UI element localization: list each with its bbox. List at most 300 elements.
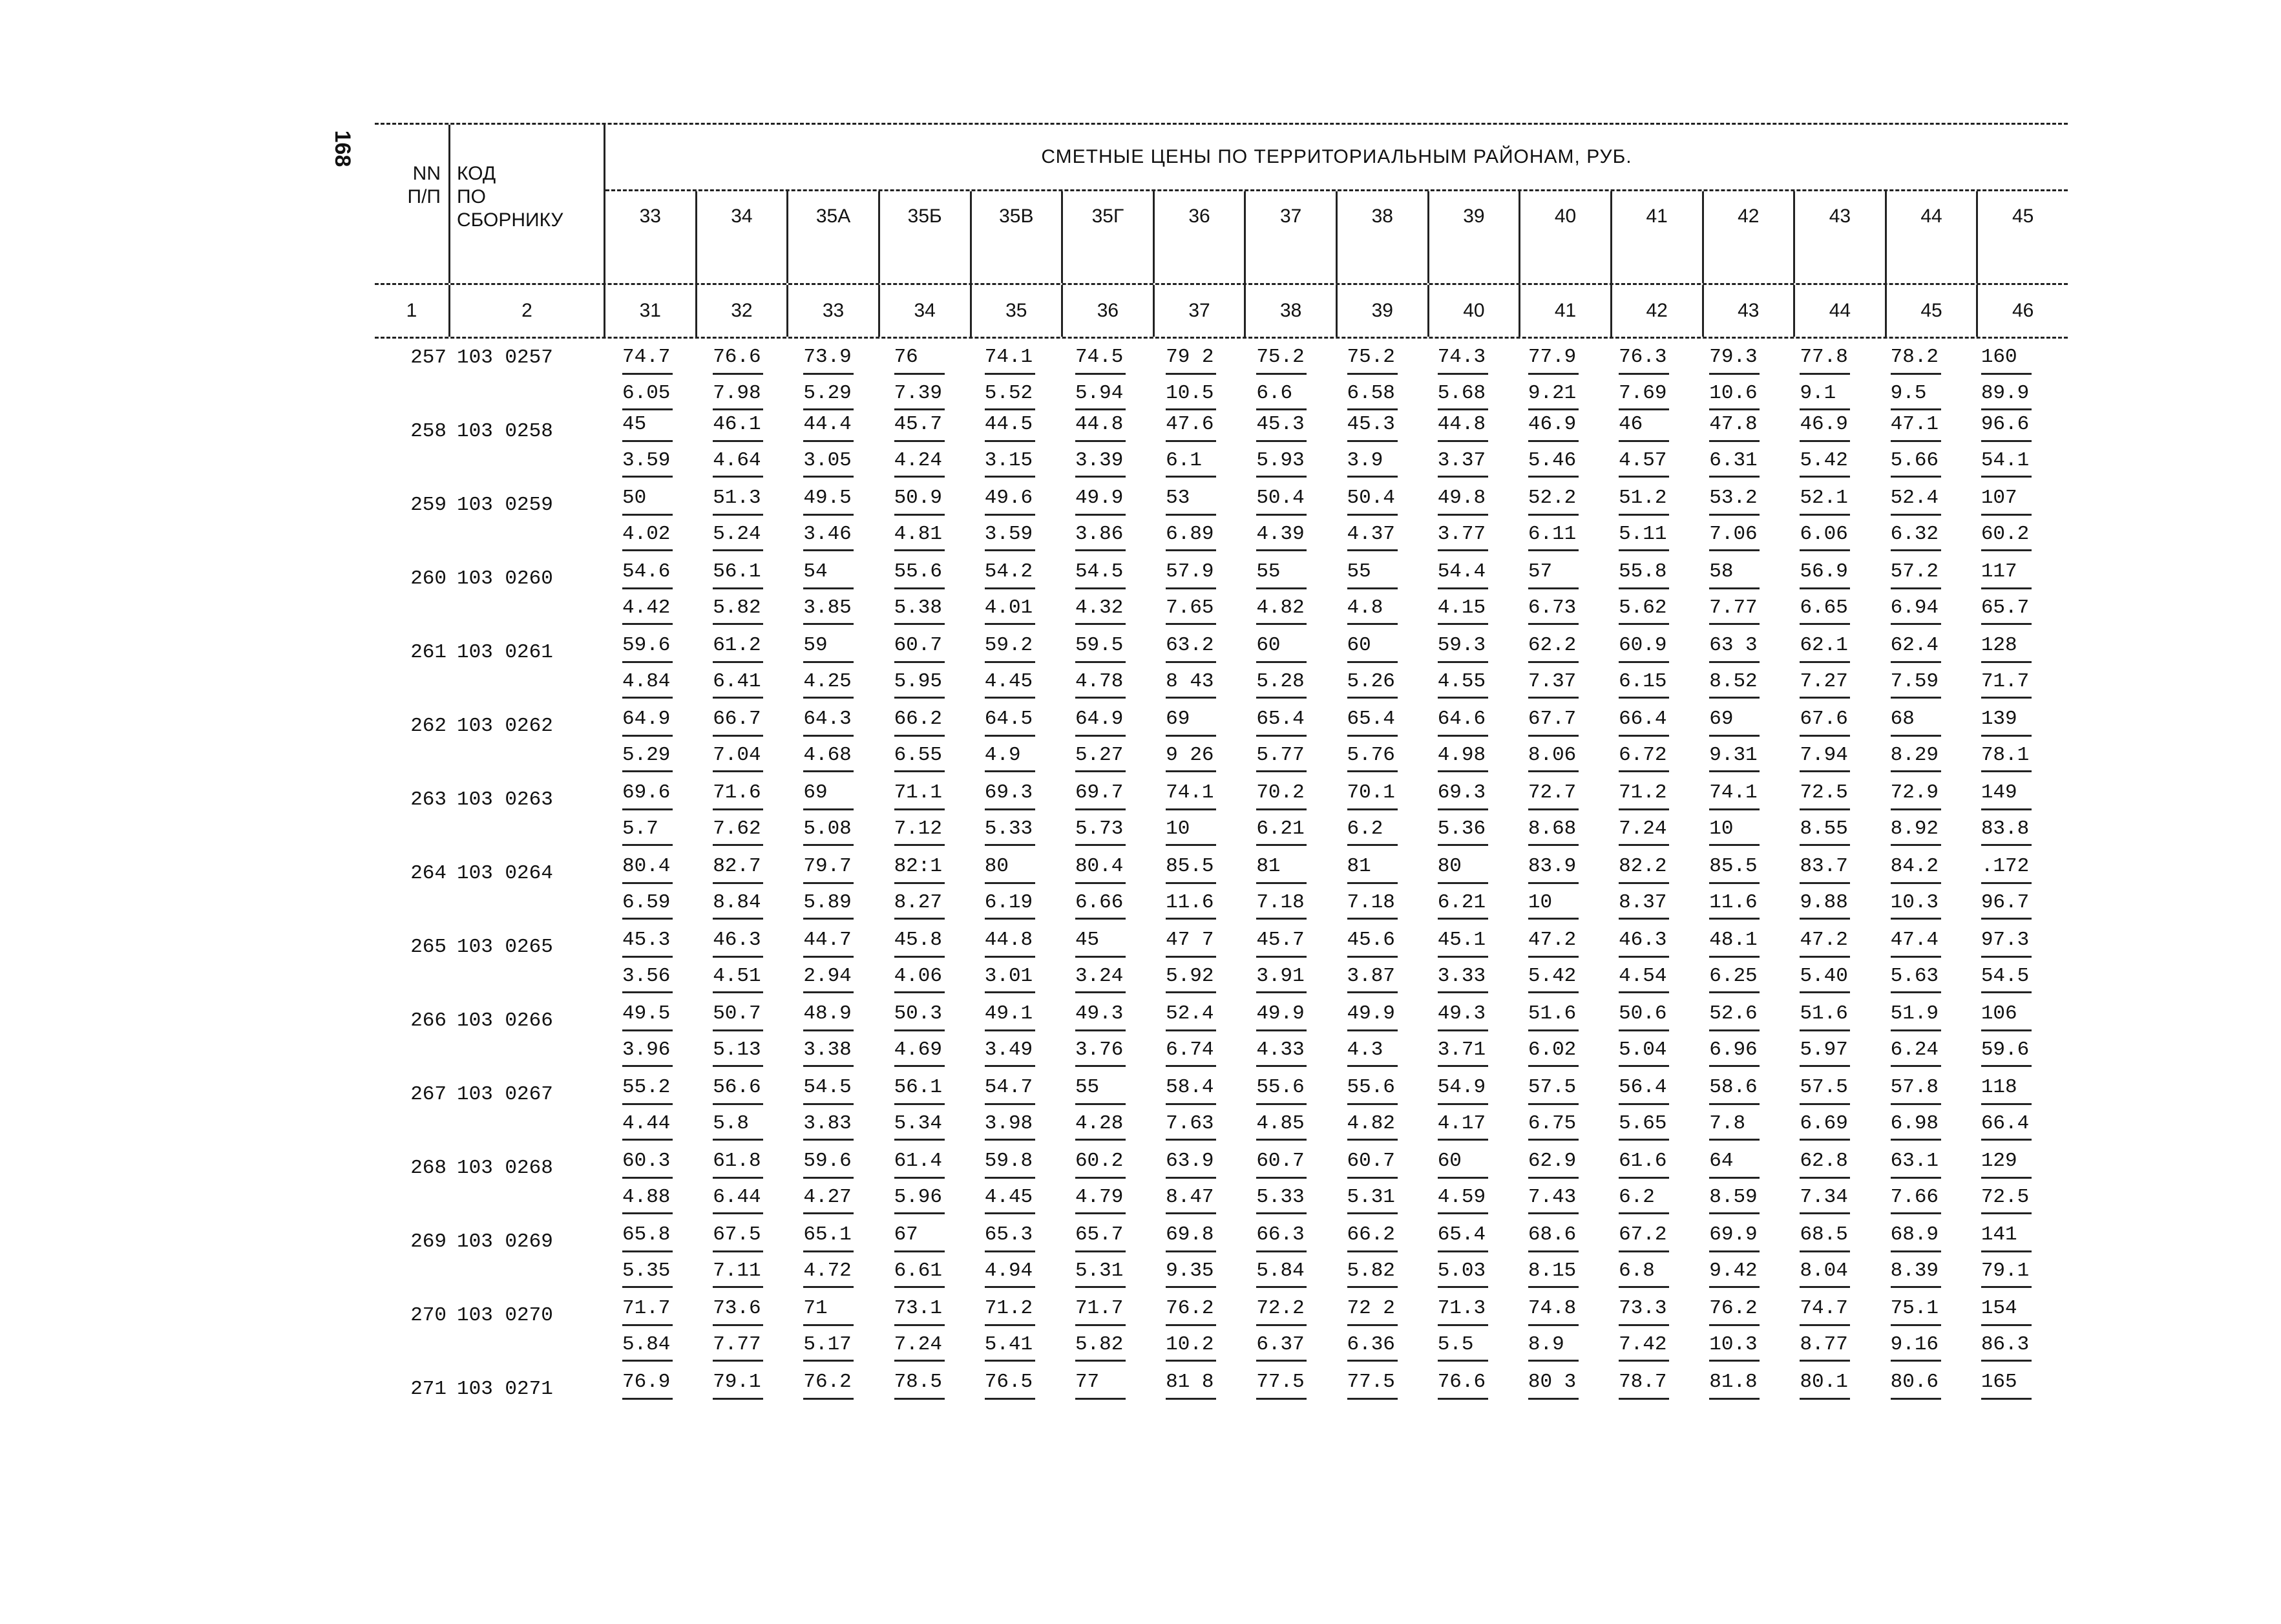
price-cell [1252, 1223, 1343, 1296]
price-value: 48.1 [1709, 929, 1758, 951]
fraction-dash [1709, 1065, 1760, 1067]
price-cell [1977, 1149, 2068, 1223]
fraction-dash [1256, 514, 1307, 516]
fraction-dash [1166, 882, 1216, 884]
fraction-dash [1709, 1286, 1760, 1288]
row-values [605, 560, 2068, 633]
fraction-dash [1528, 918, 1579, 920]
fraction-dash [1075, 808, 1126, 810]
fraction-dash [1891, 882, 1941, 884]
fraction-dash [622, 991, 673, 993]
fraction-dash [1891, 1212, 1941, 1214]
row-code: 103 0269 [457, 1230, 553, 1253]
fraction-dash [985, 549, 1035, 551]
price-value: 56.4 [1619, 1076, 1667, 1099]
price-subvalue: 65.7 [1981, 596, 2030, 619]
price-cell [1977, 633, 2068, 707]
fraction-dash [1075, 440, 1126, 442]
fraction-dash [985, 514, 1035, 516]
fraction-dash [1981, 918, 2032, 920]
price-value: 76.2 [1709, 1297, 1758, 1320]
price-value: 81 [1347, 855, 1371, 878]
fraction-dash [1347, 956, 1398, 958]
fraction-dash [1438, 1286, 1488, 1288]
fraction-dash [1981, 1398, 2032, 1400]
price-subvalue: 54.1 [1981, 449, 2030, 472]
price-subvalue: 9.88 [1800, 891, 1848, 914]
price-subvalue: 8.77 [1800, 1333, 1848, 1356]
fraction-dash [803, 1398, 854, 1400]
price-subvalue: 3.76 [1075, 1039, 1124, 1061]
fraction-dash [1347, 440, 1398, 442]
price-subvalue: 4.79 [1075, 1186, 1124, 1208]
price-cell [981, 707, 1071, 781]
fraction-dash [1619, 1212, 1669, 1214]
fraction-dash [803, 1103, 854, 1105]
price-subvalue: 6.75 [1528, 1112, 1577, 1135]
fraction-dash [1256, 587, 1307, 589]
price-subvalue: 4.45 [984, 1186, 1033, 1208]
price-cell [981, 928, 1071, 1002]
fraction-dash [803, 991, 854, 993]
price-subvalue: 8.29 [1890, 744, 1939, 766]
fraction-dash [1619, 918, 1669, 920]
fraction-dash [622, 1360, 673, 1362]
fraction-dash [622, 1177, 673, 1179]
price-cell [1252, 854, 1343, 928]
fraction-dash [622, 373, 673, 375]
price-subvalue: 7.63 [1166, 1112, 1214, 1135]
price-cell [1071, 854, 1162, 928]
fraction-dash [1891, 514, 1941, 516]
price-subvalue: 9.5 [1890, 382, 1927, 405]
fraction-dash [1709, 373, 1760, 375]
price-value: 81 [1256, 855, 1281, 878]
price-cell [1252, 1149, 1343, 1223]
fraction-dash [1075, 476, 1126, 478]
price-cell [981, 1223, 1071, 1296]
price-value: 80.4 [1075, 855, 1124, 878]
price-value: 82:1 [894, 855, 942, 878]
price-cell [1615, 854, 1705, 928]
fraction-dash [1709, 408, 1760, 410]
fraction-dash [894, 882, 945, 884]
price-value: 118 [1981, 1076, 2017, 1099]
price-cell [1434, 339, 1524, 412]
fraction-dash [1438, 1177, 1488, 1179]
price-value: 64.5 [984, 708, 1033, 730]
fraction-dash [1981, 735, 2032, 737]
fraction-dash [1347, 1139, 1398, 1141]
price-cell [1071, 412, 1162, 486]
price-subvalue: 8.55 [1800, 817, 1848, 840]
fraction-dash [894, 991, 945, 993]
price-cell [1162, 1002, 1252, 1075]
column-number: 33 [786, 285, 878, 337]
price-subvalue: 7.39 [894, 382, 942, 405]
fraction-dash [1438, 1324, 1488, 1326]
price-value: 60.3 [622, 1150, 671, 1172]
price-cell [1343, 1370, 1434, 1444]
price-subvalue: 5.24 [713, 523, 761, 545]
fraction-dash [713, 440, 763, 442]
fraction-dash [1619, 514, 1669, 516]
price-cell [709, 1296, 799, 1370]
price-value: 65.3 [984, 1223, 1033, 1246]
price-cell [1162, 1296, 1252, 1370]
price-value: 57.9 [1166, 560, 1214, 583]
price-subvalue: 6.94 [1890, 596, 1939, 619]
fraction-dash [1709, 1029, 1760, 1031]
price-value: 64.9 [1075, 708, 1124, 730]
regions-title: СМЕТНЫЕ ЦЕНЫ ПО ТЕРРИТОРИАЛЬНЫМ РАЙОНАМ, РУБ. [1041, 146, 1632, 167]
price-value: 55.6 [1256, 1076, 1305, 1099]
price-subvalue: 6.15 [1619, 670, 1667, 693]
row-number: 262 [410, 715, 447, 737]
fraction-dash [713, 1139, 763, 1141]
fraction-dash [985, 697, 1035, 699]
price-cell [1343, 1149, 1434, 1223]
row-values [605, 707, 2068, 781]
price-subvalue: 10.3 [1709, 1333, 1758, 1356]
price-cell [1796, 560, 1886, 633]
header-code-line3: СБОРНИКУ [457, 209, 563, 231]
price-cell [1071, 707, 1162, 781]
row-number: 268 [410, 1157, 447, 1179]
fraction-dash [1347, 1360, 1398, 1362]
fraction-dash [1166, 770, 1216, 772]
price-cell [1796, 412, 1886, 486]
price-value: 69.3 [984, 781, 1033, 804]
price-value: 64 [1709, 1150, 1734, 1172]
fraction-dash [1891, 844, 1941, 846]
price-value: 46 [1619, 413, 1643, 436]
fraction-dash [985, 991, 1035, 993]
fraction-dash [622, 1398, 673, 1400]
price-value: 49.5 [803, 487, 852, 509]
fraction-dash [803, 440, 854, 442]
price-cell [1252, 1002, 1343, 1075]
price-subvalue: 4.98 [1437, 744, 1486, 766]
fraction-dash [894, 1029, 945, 1031]
price-subvalue: 6.11 [1528, 523, 1577, 545]
fraction-dash [1075, 956, 1126, 958]
price-cell [1252, 1075, 1343, 1149]
fraction-dash [1166, 1139, 1216, 1141]
price-value: 59.6 [622, 634, 671, 657]
price-subvalue: 8.68 [1528, 817, 1577, 840]
fraction-dash [1347, 1250, 1398, 1252]
price-value: 61.4 [894, 1150, 942, 1172]
price-value: 69 [803, 781, 828, 804]
price-cell [1434, 854, 1524, 928]
table-row [375, 781, 2068, 854]
price-subvalue: 8.37 [1619, 891, 1667, 914]
price-cell [709, 707, 799, 781]
price-cell [1705, 633, 1796, 707]
price-cell [890, 854, 981, 928]
fraction-dash [1981, 956, 2032, 958]
price-value: 56.1 [713, 560, 761, 583]
fraction-dash [1347, 770, 1398, 772]
price-cell [799, 1223, 890, 1296]
fraction-dash [1800, 956, 1850, 958]
fraction-dash [1981, 476, 2032, 478]
price-cell [890, 486, 981, 560]
price-value: 72.9 [1890, 781, 1939, 804]
row-values [605, 854, 2068, 928]
price-cell [1705, 1149, 1796, 1223]
price-cell [1887, 1223, 1977, 1296]
price-subvalue: 5.94 [1075, 382, 1124, 405]
price-value: 62.1 [1800, 634, 1848, 657]
price-subvalue: 3.98 [984, 1112, 1033, 1135]
price-value: 50.4 [1256, 487, 1305, 509]
price-cell [1252, 339, 1343, 412]
price-cell [1615, 1149, 1705, 1223]
price-subvalue: 8.27 [894, 891, 942, 914]
price-cell [890, 707, 981, 781]
price-value: 62.9 [1528, 1150, 1577, 1172]
fraction-dash [1619, 373, 1669, 375]
price-subvalue: 4.02 [622, 523, 671, 545]
price-cell [1434, 781, 1524, 854]
price-value: 58 [1709, 560, 1734, 583]
column-number: 45 [1885, 285, 1977, 337]
price-value: 45.3 [1347, 413, 1395, 436]
fraction-dash [1800, 1139, 1850, 1141]
fraction-dash [1981, 991, 2032, 993]
price-cell [1524, 1296, 1615, 1370]
price-cell [1343, 1075, 1434, 1149]
price-subvalue: 5.17 [803, 1333, 852, 1356]
fraction-dash [1981, 1250, 2032, 1252]
price-cell [890, 928, 981, 1002]
fraction-dash [803, 882, 854, 884]
price-cell [1615, 781, 1705, 854]
price-cell [1615, 633, 1705, 707]
price-subvalue: 10.5 [1166, 382, 1214, 405]
price-subvalue: 5.33 [984, 817, 1033, 840]
fraction-dash [622, 918, 673, 920]
header-code-line2: ПО [457, 186, 486, 207]
price-subvalue: 96.7 [1981, 891, 2030, 914]
price-subvalue: 5.82 [713, 596, 761, 619]
price-value: 75.1 [1890, 1297, 1939, 1320]
fraction-dash [713, 1250, 763, 1252]
fraction-dash [1709, 770, 1760, 772]
price-value: 49.8 [1437, 487, 1486, 509]
price-value: 77 [1075, 1371, 1100, 1393]
price-value: 69.6 [622, 781, 671, 804]
fraction-dash [803, 918, 854, 920]
price-cell [1977, 1075, 2068, 1149]
fraction-dash [985, 882, 1035, 884]
fraction-dash [985, 770, 1035, 772]
fraction-dash [1166, 844, 1216, 846]
price-value: .172 [1981, 855, 2030, 878]
fraction-dash [1075, 1324, 1126, 1326]
price-cell [890, 412, 981, 486]
fraction-dash [1528, 440, 1579, 442]
fraction-dash [1528, 373, 1579, 375]
fraction-dash [1981, 1103, 2032, 1105]
row-code: 103 0270 [457, 1304, 553, 1327]
price-subvalue: 3.46 [803, 523, 852, 545]
fraction-dash [1619, 770, 1669, 772]
price-value: 74.8 [1528, 1297, 1577, 1320]
fraction-dash [1438, 735, 1488, 737]
price-cell [1524, 560, 1615, 633]
fraction-dash [1891, 697, 1941, 699]
price-subvalue: 5.82 [1347, 1260, 1395, 1282]
fraction-dash [1256, 623, 1307, 625]
fraction-dash [1528, 770, 1579, 772]
price-subvalue: 60.2 [1981, 523, 2030, 545]
price-cell [1977, 1223, 2068, 1296]
price-subvalue: 10 [1166, 817, 1190, 840]
price-subvalue: 7.12 [894, 817, 942, 840]
price-subvalue: 7.77 [713, 1333, 761, 1356]
price-value: 65.4 [1437, 1223, 1486, 1246]
price-value: 71.1 [894, 781, 942, 804]
price-subvalue: 10 [1528, 891, 1553, 914]
price-value: 46.9 [1528, 413, 1577, 436]
price-value: 71.6 [713, 781, 761, 804]
price-cell [1796, 1002, 1886, 1075]
fraction-dash [1256, 1065, 1307, 1067]
header-nn-line2: П/П [407, 186, 441, 207]
fraction-dash [1438, 1139, 1488, 1141]
fraction-dash [1891, 661, 1941, 663]
row-values [605, 1223, 2068, 1296]
price-cell [1887, 1002, 1977, 1075]
price-value: 129 [1981, 1150, 2017, 1172]
fraction-dash [713, 476, 763, 478]
price-value: 63.2 [1166, 634, 1214, 657]
column-number: 44 [1793, 285, 1885, 337]
price-subvalue: 3.85 [803, 596, 852, 619]
price-subvalue: 6.96 [1709, 1039, 1758, 1061]
price-cell [1162, 707, 1252, 781]
price-table [375, 123, 2068, 1444]
price-value: 54.7 [984, 1076, 1033, 1099]
price-subvalue: 3.83 [803, 1112, 852, 1135]
fraction-dash [622, 1324, 673, 1326]
price-subvalue: 5.46 [1528, 449, 1577, 472]
price-value: 59.2 [984, 634, 1033, 657]
price-value: 51.9 [1890, 1002, 1939, 1025]
fraction-dash [1619, 408, 1669, 410]
price-subvalue: 4.33 [1256, 1039, 1305, 1061]
fraction-dash [1166, 587, 1216, 589]
fraction-dash [1528, 1398, 1579, 1400]
price-subvalue: 9.42 [1709, 1260, 1758, 1282]
fraction-dash [1075, 587, 1126, 589]
price-value: 59.3 [1437, 634, 1486, 657]
row-code: 103 0258 [457, 420, 553, 443]
price-value: 55 [1256, 560, 1281, 583]
fraction-dash [622, 844, 673, 846]
fraction-dash [622, 1139, 673, 1141]
price-value: 53.2 [1709, 487, 1758, 509]
price-value: 52.2 [1528, 487, 1577, 509]
table-row [375, 412, 2068, 486]
fraction-dash [1528, 735, 1579, 737]
fraction-dash [1981, 697, 2032, 699]
price-value: 83.9 [1528, 855, 1577, 878]
row-number: 264 [410, 862, 447, 885]
price-value: 66.2 [1347, 1223, 1395, 1246]
price-cell [1252, 781, 1343, 854]
price-value: 57.2 [1890, 560, 1939, 583]
fraction-dash [1891, 1029, 1941, 1031]
price-subvalue: 78.1 [1981, 744, 2030, 766]
price-value: 54.5 [1075, 560, 1124, 583]
fraction-dash [1438, 844, 1488, 846]
price-cell [1705, 707, 1796, 781]
fraction-dash [894, 697, 945, 699]
fraction-dash [1347, 661, 1398, 663]
price-value: 117 [1981, 560, 2017, 583]
price-value: 69.7 [1075, 781, 1124, 804]
fraction-dash [1256, 697, 1307, 699]
price-cell [890, 1223, 981, 1296]
price-subvalue: 3.71 [1437, 1039, 1486, 1061]
price-cell [1252, 1370, 1343, 1444]
fraction-dash [1709, 1360, 1760, 1362]
fraction-dash [1075, 1029, 1126, 1031]
price-subvalue: 5.26 [1347, 670, 1395, 693]
fraction-dash [1800, 991, 1850, 993]
price-cell [1887, 707, 1977, 781]
price-subvalue: 7.06 [1709, 523, 1758, 545]
price-subvalue: 10 [1709, 817, 1734, 840]
fraction-dash [1347, 1286, 1398, 1288]
price-value: 51.6 [1528, 1002, 1577, 1025]
price-value: 46.3 [713, 929, 761, 951]
price-value: 154 [1981, 1297, 2017, 1320]
price-subvalue: 6.32 [1890, 523, 1939, 545]
fraction-dash [1166, 735, 1216, 737]
price-subvalue: 4.57 [1619, 449, 1667, 472]
price-subvalue: 4.37 [1347, 523, 1395, 545]
price-cell [1977, 560, 2068, 633]
fraction-dash [1166, 373, 1216, 375]
price-subvalue: 4.88 [622, 1186, 671, 1208]
price-value: 71.2 [984, 1297, 1033, 1320]
fraction-dash [1075, 1139, 1126, 1141]
price-cell [1887, 854, 1977, 928]
price-value: 62.4 [1890, 634, 1939, 657]
fraction-dash [1800, 1065, 1850, 1067]
price-cell [799, 1149, 890, 1223]
price-cell [1796, 1149, 1886, 1223]
price-value: 49.6 [984, 487, 1033, 509]
price-cell [1434, 1223, 1524, 1296]
price-cell [1705, 412, 1796, 486]
fraction-dash [1709, 918, 1760, 920]
fraction-dash [1891, 587, 1941, 589]
fraction-dash [1800, 1250, 1850, 1252]
fraction-dash [1438, 1212, 1488, 1214]
price-subvalue: 59.6 [1981, 1039, 2030, 1061]
price-subvalue: 8.84 [713, 891, 761, 914]
region-column-header: 37 [1244, 191, 1336, 283]
fraction-dash [1347, 697, 1398, 699]
price-subvalue: 3.91 [1256, 965, 1305, 987]
price-cell [1162, 1149, 1252, 1223]
